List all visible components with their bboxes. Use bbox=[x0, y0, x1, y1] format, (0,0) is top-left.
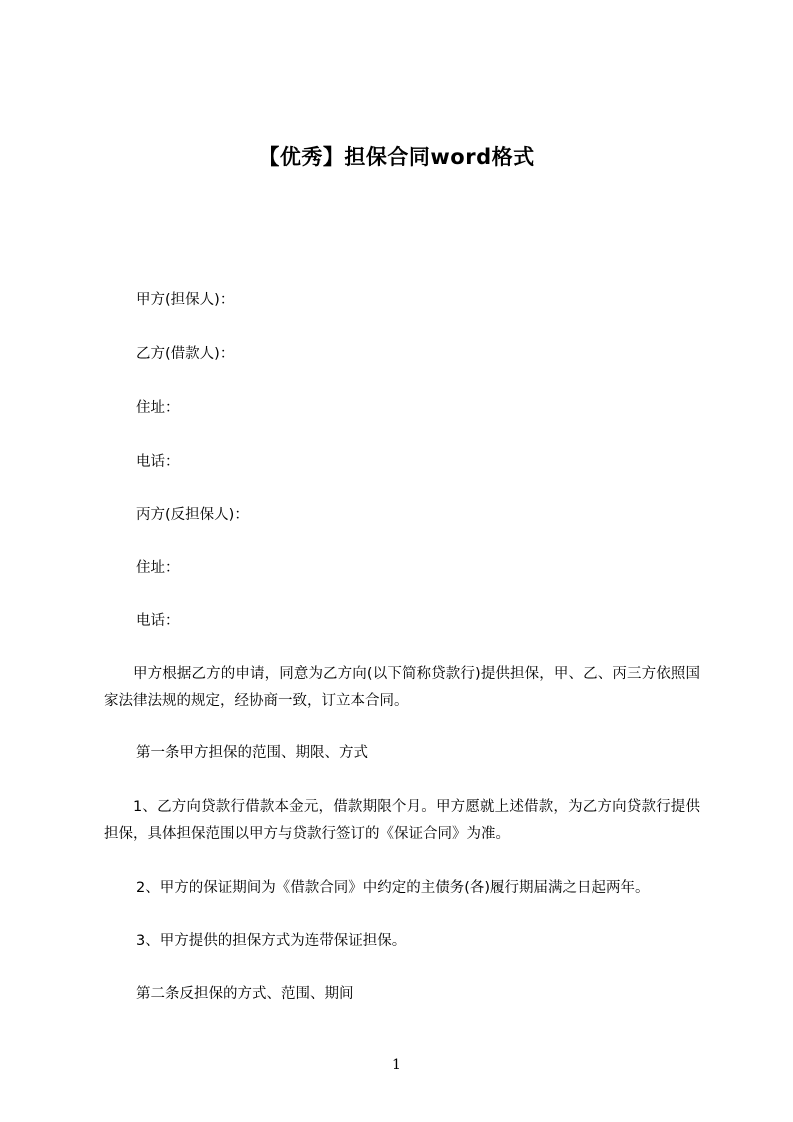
party-b-label: 乙方(借款人)： bbox=[136, 346, 235, 362]
party-b-phone-label: 电话： bbox=[136, 454, 180, 470]
document-title: 【优秀】担保合同word格式 bbox=[258, 145, 535, 169]
article-1-heading: 第一条甲方担保的范围、期限、方式 bbox=[136, 745, 368, 761]
party-b-address-label: 住址： bbox=[136, 400, 180, 416]
article-1-item-3: 3、甲方提供的担保方式为连带保证担保。 bbox=[136, 933, 407, 949]
article-1-item-2: 2、甲方的保证期间为《借款合同》中约定的主债务(各)履行期届满之日起两年。 bbox=[136, 880, 650, 896]
article-2-heading: 第二条反担保的方式、范围、期间 bbox=[136, 986, 354, 1002]
page-number: 1 bbox=[392, 1057, 401, 1073]
article-1-item-1: 1、乙方向贷款行借款本金元，借款期限个月。甲方愿就上述借款，为乙方向贷款行提供担保，具体担保范围以甲方与贷款行签订的《保证合同》为准。 bbox=[104, 799, 700, 842]
party-c-label: 丙方(反担保人)： bbox=[136, 507, 249, 523]
party-a-label: 甲方(担保人)： bbox=[136, 292, 235, 308]
party-c-address-label: 住址： bbox=[136, 560, 180, 576]
party-c-phone-label: 电话： bbox=[136, 613, 180, 629]
intro-paragraph: 甲方根据乙方的申请，同意为乙方向(以下简称贷款行)提供担保，甲、乙、丙三方依照国家法律法规的规定，经协商一致，订立本合同。 bbox=[104, 666, 700, 709]
